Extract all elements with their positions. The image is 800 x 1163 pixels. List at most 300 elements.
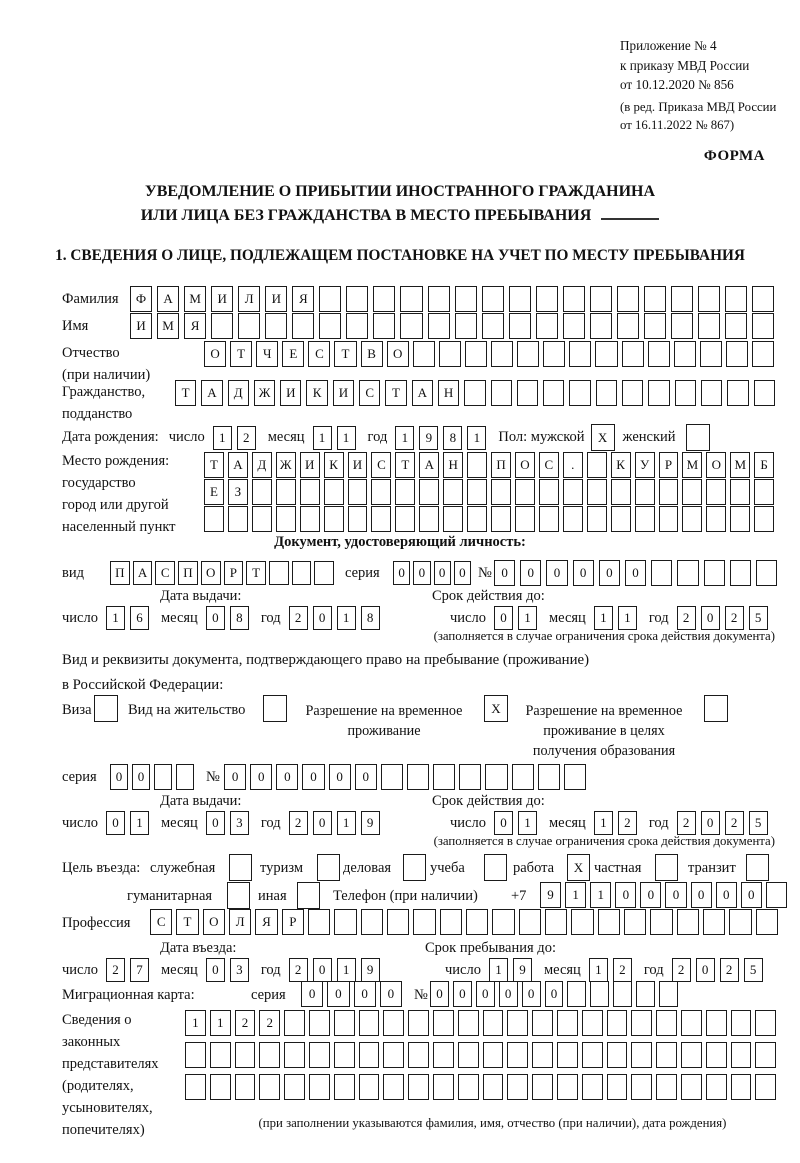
residence-permit-checkbox[interactable] bbox=[263, 695, 287, 722]
form-cell[interactable] bbox=[571, 909, 593, 935]
form-cell[interactable] bbox=[706, 479, 726, 505]
form-cell[interactable]: 0 bbox=[413, 561, 430, 585]
form-cell[interactable]: С bbox=[359, 380, 380, 406]
form-cell[interactable]: 1 bbox=[213, 426, 232, 450]
form-cell[interactable] bbox=[334, 1074, 355, 1100]
form-cell[interactable]: Т bbox=[246, 561, 266, 585]
form-cell[interactable] bbox=[650, 909, 672, 935]
form-cell[interactable] bbox=[509, 286, 531, 312]
form-cell[interactable]: 0 bbox=[494, 811, 513, 835]
form-cell[interactable]: О bbox=[204, 341, 226, 367]
form-cell[interactable]: 1 bbox=[313, 426, 332, 450]
form-cell[interactable]: 2 bbox=[720, 958, 739, 982]
form-cell[interactable]: Л bbox=[238, 286, 260, 312]
form-cell[interactable]: Т bbox=[230, 341, 252, 367]
form-cell[interactable] bbox=[308, 909, 330, 935]
form-cell[interactable] bbox=[622, 341, 644, 367]
form-cell[interactable]: X bbox=[591, 424, 615, 451]
form-cell[interactable] bbox=[403, 854, 426, 881]
form-cell[interactable] bbox=[346, 313, 368, 339]
form-cell[interactable]: 1 bbox=[337, 958, 356, 982]
form-cell[interactable] bbox=[607, 1010, 628, 1036]
form-cell[interactable] bbox=[185, 1042, 206, 1068]
form-cell[interactable] bbox=[319, 286, 341, 312]
form-cell[interactable] bbox=[532, 1074, 553, 1100]
form-cell[interactable]: Л bbox=[229, 909, 251, 935]
form-cell[interactable] bbox=[176, 764, 194, 790]
sex-female-checkbox[interactable] bbox=[686, 424, 710, 451]
form-cell[interactable] bbox=[756, 909, 778, 935]
resid-issue-month-cells[interactable] bbox=[206, 811, 249, 835]
purpose-work-checkbox[interactable] bbox=[567, 854, 590, 881]
form-cell[interactable]: . bbox=[563, 452, 583, 478]
form-cell[interactable] bbox=[408, 1074, 429, 1100]
form-cell[interactable]: 0 bbox=[453, 981, 472, 1007]
form-cell[interactable] bbox=[698, 313, 720, 339]
doc-valid-month-cells[interactable] bbox=[594, 606, 637, 630]
form-cell[interactable] bbox=[512, 764, 534, 790]
form-cell[interactable] bbox=[671, 286, 693, 312]
form-cell[interactable]: 0 bbox=[494, 606, 513, 630]
form-cell[interactable]: 1 bbox=[518, 606, 537, 630]
form-cell[interactable] bbox=[557, 1042, 578, 1068]
form-cell[interactable] bbox=[491, 341, 513, 367]
form-cell[interactable]: 5 bbox=[744, 958, 763, 982]
form-cell[interactable] bbox=[300, 479, 320, 505]
form-cell[interactable] bbox=[557, 1074, 578, 1100]
form-cell[interactable] bbox=[755, 1074, 776, 1100]
form-cell[interactable]: Р bbox=[659, 452, 679, 478]
form-cell[interactable] bbox=[607, 1042, 628, 1068]
form-cell[interactable] bbox=[746, 854, 769, 881]
form-cell[interactable]: 0 bbox=[276, 764, 298, 790]
form-cell[interactable]: П bbox=[178, 561, 198, 585]
birth-month-cells[interactable] bbox=[313, 426, 356, 450]
form-cell[interactable]: 0 bbox=[546, 560, 567, 586]
form-cell[interactable] bbox=[677, 909, 699, 935]
resid-valid-month-cells[interactable] bbox=[594, 811, 637, 835]
form-cell[interactable] bbox=[706, 1042, 727, 1068]
form-cell[interactable] bbox=[324, 479, 344, 505]
form-cell[interactable]: Т bbox=[395, 452, 415, 478]
form-cell[interactable] bbox=[590, 286, 612, 312]
form-cell[interactable] bbox=[754, 479, 774, 505]
form-cell[interactable]: К bbox=[324, 452, 344, 478]
form-cell[interactable] bbox=[413, 341, 435, 367]
form-cell[interactable] bbox=[400, 313, 422, 339]
form-cell[interactable] bbox=[443, 479, 463, 505]
form-cell[interactable] bbox=[269, 561, 289, 585]
form-cell[interactable]: 0 bbox=[206, 606, 225, 630]
purpose-tourism-checkbox[interactable] bbox=[317, 854, 340, 881]
form-cell[interactable]: 2 bbox=[725, 811, 744, 835]
form-cell[interactable] bbox=[752, 286, 774, 312]
form-cell[interactable] bbox=[483, 1042, 504, 1068]
form-cell[interactable] bbox=[395, 479, 415, 505]
form-cell[interactable]: 2 bbox=[672, 958, 691, 982]
form-cell[interactable]: 1 bbox=[185, 1010, 206, 1036]
form-cell[interactable]: 2 bbox=[289, 606, 308, 630]
form-cell[interactable]: 0 bbox=[329, 764, 351, 790]
form-cell[interactable]: А bbox=[412, 380, 433, 406]
form-cell[interactable]: 2 bbox=[259, 1010, 280, 1036]
form-cell[interactable]: Д bbox=[252, 452, 272, 478]
form-cell[interactable] bbox=[309, 1042, 330, 1068]
form-cell[interactable] bbox=[703, 909, 725, 935]
form-cell[interactable] bbox=[644, 286, 666, 312]
form-cell[interactable] bbox=[725, 286, 747, 312]
form-cell[interactable]: М bbox=[730, 452, 750, 478]
form-cell[interactable]: И bbox=[300, 452, 320, 478]
surname-cells[interactable] bbox=[130, 286, 774, 312]
form-cell[interactable] bbox=[644, 313, 666, 339]
form-cell[interactable] bbox=[557, 1010, 578, 1036]
form-cell[interactable]: 0 bbox=[716, 882, 737, 908]
form-cell[interactable] bbox=[455, 313, 477, 339]
form-cell[interactable] bbox=[507, 1010, 528, 1036]
form-cell[interactable]: Н bbox=[438, 380, 459, 406]
form-cell[interactable] bbox=[359, 1010, 380, 1036]
form-cell[interactable]: 3 bbox=[230, 958, 249, 982]
form-cell[interactable]: X bbox=[567, 854, 590, 881]
form-cell[interactable] bbox=[704, 695, 728, 722]
form-cell[interactable] bbox=[682, 479, 702, 505]
form-cell[interactable] bbox=[491, 380, 512, 406]
form-cell[interactable]: 0 bbox=[741, 882, 762, 908]
form-cell[interactable] bbox=[383, 1010, 404, 1036]
form-cell[interactable] bbox=[539, 506, 559, 532]
form-cell[interactable] bbox=[671, 313, 693, 339]
form-cell[interactable] bbox=[730, 560, 751, 586]
form-cell[interactable]: 0 bbox=[545, 981, 564, 1007]
form-cell[interactable] bbox=[706, 1010, 727, 1036]
form-cell[interactable] bbox=[381, 764, 403, 790]
form-cell[interactable] bbox=[455, 286, 477, 312]
form-cell[interactable] bbox=[491, 479, 511, 505]
form-cell[interactable] bbox=[617, 313, 639, 339]
form-cell[interactable]: И bbox=[348, 452, 368, 478]
form-cell[interactable] bbox=[227, 882, 250, 909]
form-cell[interactable] bbox=[674, 341, 696, 367]
form-cell[interactable] bbox=[324, 506, 344, 532]
form-cell[interactable] bbox=[211, 313, 233, 339]
form-cell[interactable] bbox=[590, 981, 609, 1007]
form-cell[interactable] bbox=[681, 1010, 702, 1036]
form-cell[interactable] bbox=[492, 909, 514, 935]
form-cell[interactable] bbox=[428, 286, 450, 312]
form-cell[interactable]: О bbox=[515, 452, 535, 478]
form-cell[interactable] bbox=[395, 506, 415, 532]
migration-number-cells[interactable] bbox=[430, 981, 678, 1007]
form-cell[interactable]: М bbox=[157, 313, 179, 339]
entry-day-cells[interactable] bbox=[106, 958, 149, 982]
purpose-official-checkbox[interactable] bbox=[229, 854, 252, 881]
form-cell[interactable]: Ж bbox=[276, 452, 296, 478]
resid-issue-day-cells[interactable] bbox=[106, 811, 149, 835]
form-cell[interactable] bbox=[755, 1010, 776, 1036]
form-cell[interactable]: 0 bbox=[665, 882, 686, 908]
form-cell[interactable]: 0 bbox=[301, 981, 323, 1007]
form-cell[interactable] bbox=[482, 286, 504, 312]
form-cell[interactable] bbox=[515, 479, 535, 505]
form-cell[interactable] bbox=[631, 1042, 652, 1068]
form-cell[interactable]: О bbox=[203, 909, 225, 935]
form-cell[interactable] bbox=[467, 506, 487, 532]
form-cell[interactable]: 0 bbox=[499, 981, 518, 1007]
form-cell[interactable]: Р bbox=[224, 561, 244, 585]
form-cell[interactable]: 0 bbox=[691, 882, 712, 908]
form-cell[interactable] bbox=[725, 313, 747, 339]
form-cell[interactable] bbox=[433, 1010, 454, 1036]
form-cell[interactable] bbox=[458, 1042, 479, 1068]
form-cell[interactable] bbox=[359, 1074, 380, 1100]
form-cell[interactable]: Я bbox=[292, 286, 314, 312]
form-cell[interactable]: 2 bbox=[289, 958, 308, 982]
form-cell[interactable]: 0 bbox=[313, 606, 332, 630]
migration-series-cells[interactable] bbox=[301, 981, 402, 1007]
patronymic-cells[interactable] bbox=[204, 341, 774, 367]
form-cell[interactable] bbox=[284, 1042, 305, 1068]
birth-day-cells[interactable] bbox=[213, 426, 256, 450]
phone-cells[interactable] bbox=[540, 882, 787, 908]
form-cell[interactable]: Т bbox=[385, 380, 406, 406]
purpose-transit-checkbox[interactable] bbox=[746, 854, 769, 881]
form-cell[interactable] bbox=[598, 909, 620, 935]
form-cell[interactable] bbox=[611, 506, 631, 532]
form-cell[interactable] bbox=[651, 560, 672, 586]
form-cell[interactable] bbox=[259, 1074, 280, 1100]
form-cell[interactable] bbox=[656, 1010, 677, 1036]
form-cell[interactable] bbox=[595, 341, 617, 367]
form-cell[interactable] bbox=[235, 1074, 256, 1100]
form-cell[interactable]: Б bbox=[754, 452, 774, 478]
form-cell[interactable]: 0 bbox=[313, 811, 332, 835]
form-cell[interactable]: П bbox=[491, 452, 511, 478]
form-cell[interactable]: С bbox=[308, 341, 330, 367]
form-cell[interactable] bbox=[400, 286, 422, 312]
form-cell[interactable] bbox=[319, 313, 341, 339]
form-cell[interactable]: 1 bbox=[337, 811, 356, 835]
visa-checkbox[interactable] bbox=[94, 695, 118, 722]
form-cell[interactable] bbox=[433, 764, 455, 790]
form-cell[interactable] bbox=[439, 341, 461, 367]
form-cell[interactable]: 6 bbox=[130, 606, 149, 630]
form-cell[interactable]: Т bbox=[204, 452, 224, 478]
form-cell[interactable]: 1 bbox=[467, 426, 486, 450]
purpose-humanitarian-checkbox[interactable] bbox=[227, 882, 250, 909]
representatives-row3-cells[interactable] bbox=[185, 1074, 776, 1100]
form-cell[interactable]: 0 bbox=[250, 764, 272, 790]
form-cell[interactable] bbox=[564, 764, 586, 790]
form-cell[interactable]: М bbox=[682, 452, 702, 478]
form-cell[interactable] bbox=[675, 380, 696, 406]
form-cell[interactable] bbox=[276, 479, 296, 505]
form-cell[interactable] bbox=[300, 506, 320, 532]
form-cell[interactable] bbox=[659, 981, 678, 1007]
form-cell[interactable]: 9 bbox=[540, 882, 561, 908]
form-cell[interactable]: Т bbox=[334, 341, 356, 367]
form-cell[interactable] bbox=[731, 1042, 752, 1068]
form-cell[interactable]: 0 bbox=[132, 764, 150, 790]
form-cell[interactable] bbox=[485, 764, 507, 790]
form-cell[interactable] bbox=[433, 1074, 454, 1100]
form-cell[interactable] bbox=[491, 506, 511, 532]
form-cell[interactable]: 0 bbox=[430, 981, 449, 1007]
form-cell[interactable] bbox=[563, 313, 585, 339]
form-cell[interactable]: 1 bbox=[590, 882, 611, 908]
form-cell[interactable]: 0 bbox=[625, 560, 646, 586]
form-cell[interactable]: 0 bbox=[615, 882, 636, 908]
form-cell[interactable] bbox=[459, 764, 481, 790]
form-cell[interactable] bbox=[587, 452, 607, 478]
citizenship-cells[interactable] bbox=[175, 380, 775, 406]
form-cell[interactable]: К bbox=[306, 380, 327, 406]
doc-issue-month-cells[interactable] bbox=[206, 606, 249, 630]
form-cell[interactable] bbox=[371, 479, 391, 505]
form-cell[interactable] bbox=[440, 909, 462, 935]
form-cell[interactable]: Ч bbox=[256, 341, 278, 367]
form-cell[interactable]: 0 bbox=[313, 958, 332, 982]
form-cell[interactable] bbox=[509, 313, 531, 339]
form-cell[interactable]: 3 bbox=[230, 811, 249, 835]
form-cell[interactable]: 0 bbox=[520, 560, 541, 586]
form-cell[interactable] bbox=[515, 506, 535, 532]
form-cell[interactable] bbox=[631, 1074, 652, 1100]
form-cell[interactable]: С bbox=[150, 909, 172, 935]
form-cell[interactable] bbox=[265, 313, 287, 339]
form-cell[interactable] bbox=[359, 1042, 380, 1068]
form-cell[interactable] bbox=[622, 380, 643, 406]
purpose-business-checkbox[interactable] bbox=[403, 854, 426, 881]
form-cell[interactable] bbox=[582, 1010, 603, 1036]
form-cell[interactable]: 1 bbox=[210, 1010, 231, 1036]
form-cell[interactable] bbox=[443, 506, 463, 532]
birthplace-row2-cells[interactable] bbox=[204, 479, 774, 505]
form-cell[interactable]: И bbox=[211, 286, 233, 312]
form-cell[interactable] bbox=[659, 506, 679, 532]
form-cell[interactable] bbox=[483, 1074, 504, 1100]
form-cell[interactable]: 0 bbox=[110, 764, 128, 790]
form-cell[interactable] bbox=[538, 764, 560, 790]
form-cell[interactable]: 0 bbox=[522, 981, 541, 1007]
form-cell[interactable]: 9 bbox=[361, 811, 380, 835]
form-cell[interactable]: 0 bbox=[599, 560, 620, 586]
form-cell[interactable] bbox=[428, 313, 450, 339]
form-cell[interactable] bbox=[154, 764, 172, 790]
form-cell[interactable]: А bbox=[157, 286, 179, 312]
form-cell[interactable]: 0 bbox=[355, 764, 377, 790]
doc-valid-year-cells[interactable] bbox=[677, 606, 768, 630]
form-cell[interactable] bbox=[348, 506, 368, 532]
form-cell[interactable] bbox=[563, 506, 583, 532]
form-cell[interactable] bbox=[465, 341, 487, 367]
form-cell[interactable]: О bbox=[387, 341, 409, 367]
form-cell[interactable]: А bbox=[419, 452, 439, 478]
form-cell[interactable] bbox=[373, 286, 395, 312]
purpose-private-checkbox[interactable] bbox=[655, 854, 678, 881]
resid-issue-year-cells[interactable] bbox=[289, 811, 380, 835]
form-cell[interactable] bbox=[507, 1074, 528, 1100]
resid-number-cells[interactable] bbox=[224, 764, 586, 790]
form-cell[interactable] bbox=[210, 1074, 231, 1100]
form-cell[interactable]: Я bbox=[184, 313, 206, 339]
form-cell[interactable] bbox=[387, 909, 409, 935]
form-cell[interactable] bbox=[229, 854, 252, 881]
form-cell[interactable]: 2 bbox=[613, 958, 632, 982]
form-cell[interactable] bbox=[94, 695, 118, 722]
form-cell[interactable]: Е bbox=[282, 341, 304, 367]
form-cell[interactable] bbox=[517, 341, 539, 367]
form-cell[interactable] bbox=[569, 341, 591, 367]
form-cell[interactable] bbox=[210, 1042, 231, 1068]
form-cell[interactable] bbox=[567, 981, 586, 1007]
form-cell[interactable]: 9 bbox=[419, 426, 438, 450]
form-cell[interactable]: 2 bbox=[289, 811, 308, 835]
form-cell[interactable] bbox=[752, 341, 774, 367]
form-cell[interactable]: 1 bbox=[594, 606, 613, 630]
form-cell[interactable] bbox=[543, 341, 565, 367]
form-cell[interactable] bbox=[636, 981, 655, 1007]
form-cell[interactable] bbox=[532, 1010, 553, 1036]
form-cell[interactable] bbox=[536, 286, 558, 312]
form-cell[interactable] bbox=[729, 909, 751, 935]
doc-series-cells[interactable] bbox=[393, 561, 471, 585]
birthplace-row1-cells[interactable] bbox=[204, 452, 774, 478]
resid-valid-year-cells[interactable] bbox=[677, 811, 768, 835]
form-cell[interactable]: Ж bbox=[254, 380, 275, 406]
form-cell[interactable]: 1 bbox=[618, 606, 637, 630]
form-cell[interactable]: 0 bbox=[434, 561, 451, 585]
form-cell[interactable] bbox=[317, 854, 340, 881]
form-cell[interactable] bbox=[681, 1042, 702, 1068]
form-cell[interactable] bbox=[730, 506, 750, 532]
form-cell[interactable] bbox=[297, 882, 320, 909]
form-cell[interactable] bbox=[682, 506, 702, 532]
form-cell[interactable]: 1 bbox=[589, 958, 608, 982]
form-cell[interactable]: Н bbox=[443, 452, 463, 478]
form-cell[interactable]: 0 bbox=[494, 560, 515, 586]
entry-month-cells[interactable] bbox=[206, 958, 249, 982]
form-cell[interactable] bbox=[611, 479, 631, 505]
given-name-cells[interactable] bbox=[130, 313, 774, 339]
form-cell[interactable]: И bbox=[333, 380, 354, 406]
form-cell[interactable]: 2 bbox=[106, 958, 125, 982]
form-cell[interactable] bbox=[373, 313, 395, 339]
form-cell[interactable]: 0 bbox=[696, 958, 715, 982]
form-cell[interactable] bbox=[590, 313, 612, 339]
form-cell[interactable] bbox=[334, 1010, 355, 1036]
form-cell[interactable] bbox=[483, 1010, 504, 1036]
form-cell[interactable]: С bbox=[539, 452, 559, 478]
form-cell[interactable]: 0 bbox=[206, 811, 225, 835]
form-cell[interactable] bbox=[731, 1074, 752, 1100]
form-cell[interactable]: 1 bbox=[130, 811, 149, 835]
form-cell[interactable] bbox=[348, 479, 368, 505]
representatives-row2-cells[interactable] bbox=[185, 1042, 776, 1068]
birth-year-cells[interactable] bbox=[395, 426, 486, 450]
form-cell[interactable]: 0 bbox=[393, 561, 410, 585]
form-cell[interactable]: Е bbox=[204, 479, 224, 505]
form-cell[interactable]: 5 bbox=[749, 606, 768, 630]
form-cell[interactable] bbox=[727, 380, 748, 406]
resid-valid-day-cells[interactable] bbox=[494, 811, 537, 835]
form-cell[interactable] bbox=[334, 1042, 355, 1068]
form-cell[interactable]: 5 bbox=[749, 811, 768, 835]
form-cell[interactable] bbox=[464, 380, 485, 406]
form-cell[interactable]: А bbox=[201, 380, 222, 406]
form-cell[interactable]: 1 bbox=[337, 426, 356, 450]
form-cell[interactable]: 1 bbox=[565, 882, 586, 908]
